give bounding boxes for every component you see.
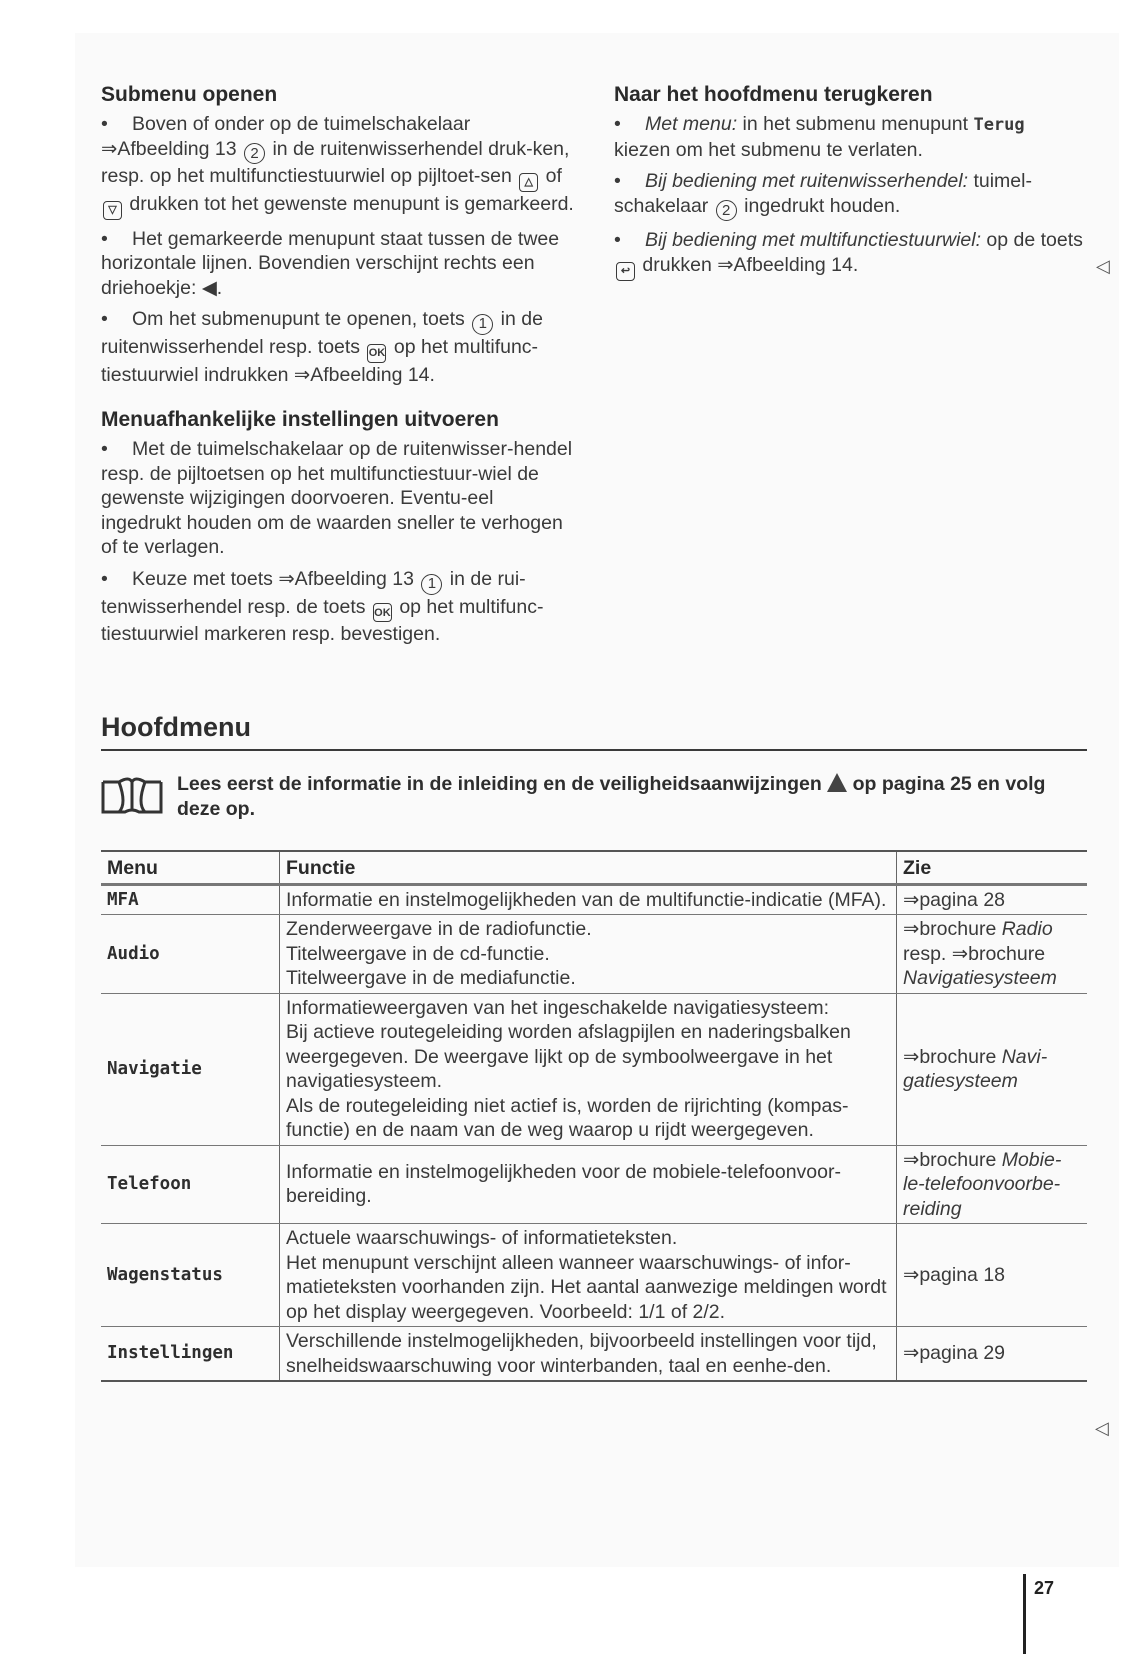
emphasis-text: Navigatiesysteem [903, 967, 1057, 989]
title-rule [101, 749, 1087, 751]
menu-name-cell: Telefoon [101, 1145, 280, 1224]
menu-name-cell: Wagenstatus [101, 1224, 280, 1327]
right-column [614, 82, 1084, 288]
bullet-icon: • [101, 308, 108, 331]
subsection-title: Menuafhankelijke instellingen uitvoeren [101, 408, 499, 432]
zie-cell: ⇒pagina 29 [897, 1327, 1088, 1382]
functie-cell [280, 1224, 897, 1327]
bullet-icon: • [101, 567, 108, 590]
table-row [101, 1145, 1087, 1224]
warning-triangle-icon [827, 773, 847, 792]
emphasis-text: Navi-gatiesysteem [903, 1045, 1048, 1092]
menu-term: Terug [973, 115, 1025, 135]
zie-cell: ⇒pagina 18 [897, 1224, 1088, 1327]
page-number-bar [1023, 1574, 1026, 1654]
zie-cell: ⇒brochure Mobie-le-telefoonvoorbe-reiding [897, 1145, 1088, 1224]
functie-cell [280, 884, 897, 915]
functie-cell [280, 915, 897, 994]
circled-number-1-icon: 1 [421, 574, 442, 595]
functie-cell [280, 1145, 897, 1224]
bullet-item: • Bij bediening met multifunctiestuurwiel: op de toets ↩ drukken ⇒Afbeelding 14. [614, 228, 1084, 280]
functie-line: Informatie en instelmogelijkheden voor de mobiele-telefoonvoor-bereiding. [286, 1160, 841, 1208]
bullet-icon: • [614, 113, 621, 135]
bullet-item: • Met de tuimelschakelaar op de ruitenwisser-hendel resp. de pijltoetsen op het multifunctiestuur-wiel de gewenste wijzigingen doorvoeren. Eventu-eel ingedrukt houden om de waarden sneller te verhogen of te verlagen. [101, 438, 573, 559]
zie-cell: ⇒brochure Navi-gatiesysteem [897, 993, 1088, 1145]
zie-cell: ⇒brochure Radio resp. ⇒brochure Navigatiesysteem [897, 915, 1088, 994]
emphasis-text: Bij bediening met multifunctiestuurwiel: [645, 229, 981, 252]
bullet-icon: • [614, 229, 621, 252]
bullet-item: • Keuze met toets ⇒Afbeelding 13 1 in de rui-tenwisserhendel resp. de toets OK op het multifunc-tiestuurwiel markeren resp. bevestigen. [101, 567, 544, 646]
table-end-marker: ◁ [1095, 1418, 1109, 1438]
functie-line: Titelweergave in de cd-functie. [286, 942, 550, 965]
book-icon [101, 776, 163, 816]
menu-name-cell: MFA [101, 884, 280, 915]
subsection-title: Submenu openen [101, 83, 278, 106]
key-back-icon: ↩ [616, 262, 635, 281]
bullet-item: • Om het submenupunt te openen, toets 1 in de ruitenwisserhendel resp. toets OK op het multifunc-tiestuurwiel indrukken ⇒Afbeelding 14. [101, 308, 543, 386]
left-column [101, 82, 576, 654]
menu-name-cell: Audio [101, 915, 280, 994]
table-row [101, 1327, 1087, 1382]
functie-line: Zenderweergave in de radiofunctie. [286, 918, 592, 940]
key-up-icon: △ [519, 173, 538, 192]
menu-name-cell: Instellingen [101, 1327, 280, 1382]
menu-name-cell: Navigatie [101, 993, 280, 1145]
hoofdmenu-table [101, 850, 1087, 1382]
table-row [101, 1224, 1087, 1327]
bullet-item: • Boven of onder op de tuimelschakelaar ⇒Afbeelding 13 2 in de ruitenwisserhendel druk-ken, resp. op het multifunctiestuurwiel op pijltoet-sen △ of ▽ drukken tot het gewenste menupunt is gemarkeerd. [101, 112, 576, 220]
column-header-functie: Functie [280, 851, 897, 884]
emphasis-text: Bij bediening met ruitenwisserhendel: [645, 170, 969, 192]
table-row [101, 993, 1087, 1145]
circled-number-2-icon: 2 [244, 143, 265, 164]
functie-line: Informatieweergaven van het ingeschakelde navigatiesysteem: [286, 996, 830, 1019]
functie-cell [280, 993, 897, 1145]
functie-line: Actuele waarschuwings- of informatieteksten. [286, 1227, 678, 1249]
bullet-icon: • [101, 227, 108, 250]
functie-line: Informatie en instelmogelijkheden van de multifunctie-indicatie (MFA). [286, 888, 887, 911]
table-row [101, 884, 1087, 915]
bullet-item: • Bij bediening met ruitenwisserhendel: tuimel-schakelaar 2 ingedrukt houden. [614, 169, 1084, 221]
functie-cell [280, 1327, 897, 1382]
emphasis-text: Radio [1001, 918, 1053, 940]
bullet-item: • Met menu: in het submenu menupunt Terug kiezen om het submenu te verlaten. [614, 113, 1025, 161]
key-ok-icon: OK [367, 344, 386, 363]
bullet-item: • Het gemarkeerde menupunt staat tussen de twee horizontale lijnen. Bovendien verschijnt rechts een driehoekje: ◀. [101, 227, 560, 299]
emphasis-text: Met menu: [645, 113, 738, 135]
key-ok-icon: OK [373, 603, 392, 622]
bullet-icon: • [101, 438, 108, 461]
bullet-icon: • [614, 170, 621, 192]
functie-line: Bij actieve routegeleiding worden afslagpijlen en naderingsbalken weergegeven. De weergave lijkt op de symboolweergave in het navigatiesysteem. [286, 1021, 851, 1092]
page-number: 27 [1034, 1578, 1055, 1598]
functie-line: Het menupunt verschijnt alleen wanneer waarschuwings- of infor-matieteksten voorhanden zijn. Het aantal aanwezige meldingen wordt op het display weergegeven. Voorbeeld: 1/1 of 2/2. [286, 1251, 887, 1323]
notice-text: Lees eerst de informatie in de inleiding en de veiligheidsaanwijzingen op pagina 25 en volg deze op. [177, 773, 1046, 820]
bullet-icon: • [101, 113, 108, 135]
key-down-icon: ▽ [103, 201, 122, 220]
functie-line: Verschillende instelmogelijkheden, bijvoorbeeld instellingen voor tijd, snelheidswaarschuwing voor winterbanden, taal en eenhe-den. [286, 1330, 877, 1377]
table-header-row [101, 851, 1087, 884]
functie-line: Titelweergave in de mediafunctie. [286, 967, 576, 989]
subsection-title: Naar het hoofdmenu terugkeren [614, 83, 933, 106]
table-row [101, 915, 1087, 994]
emphasis-text: Mobie-le-telefoonvoorbe-reiding [903, 1148, 1062, 1220]
zie-cell: ⇒pagina 28 [897, 884, 1088, 915]
column-header-zie: Zie [897, 851, 1088, 884]
circled-number-1-icon: 1 [472, 314, 493, 335]
section-title-hoofdmenu: Hoofdmenu [101, 712, 251, 742]
circled-number-2-icon: 2 [716, 200, 737, 221]
section-end-marker: ◁ [1096, 256, 1110, 276]
safety-notice [101, 772, 1087, 822]
functie-line: Als de routegeleiding niet actief is, worden de rijrichting (kompas-functie) en de naam van de weg waarop u rijdt weergegeven. [286, 1094, 849, 1141]
column-header-menu: Menu [101, 851, 280, 884]
